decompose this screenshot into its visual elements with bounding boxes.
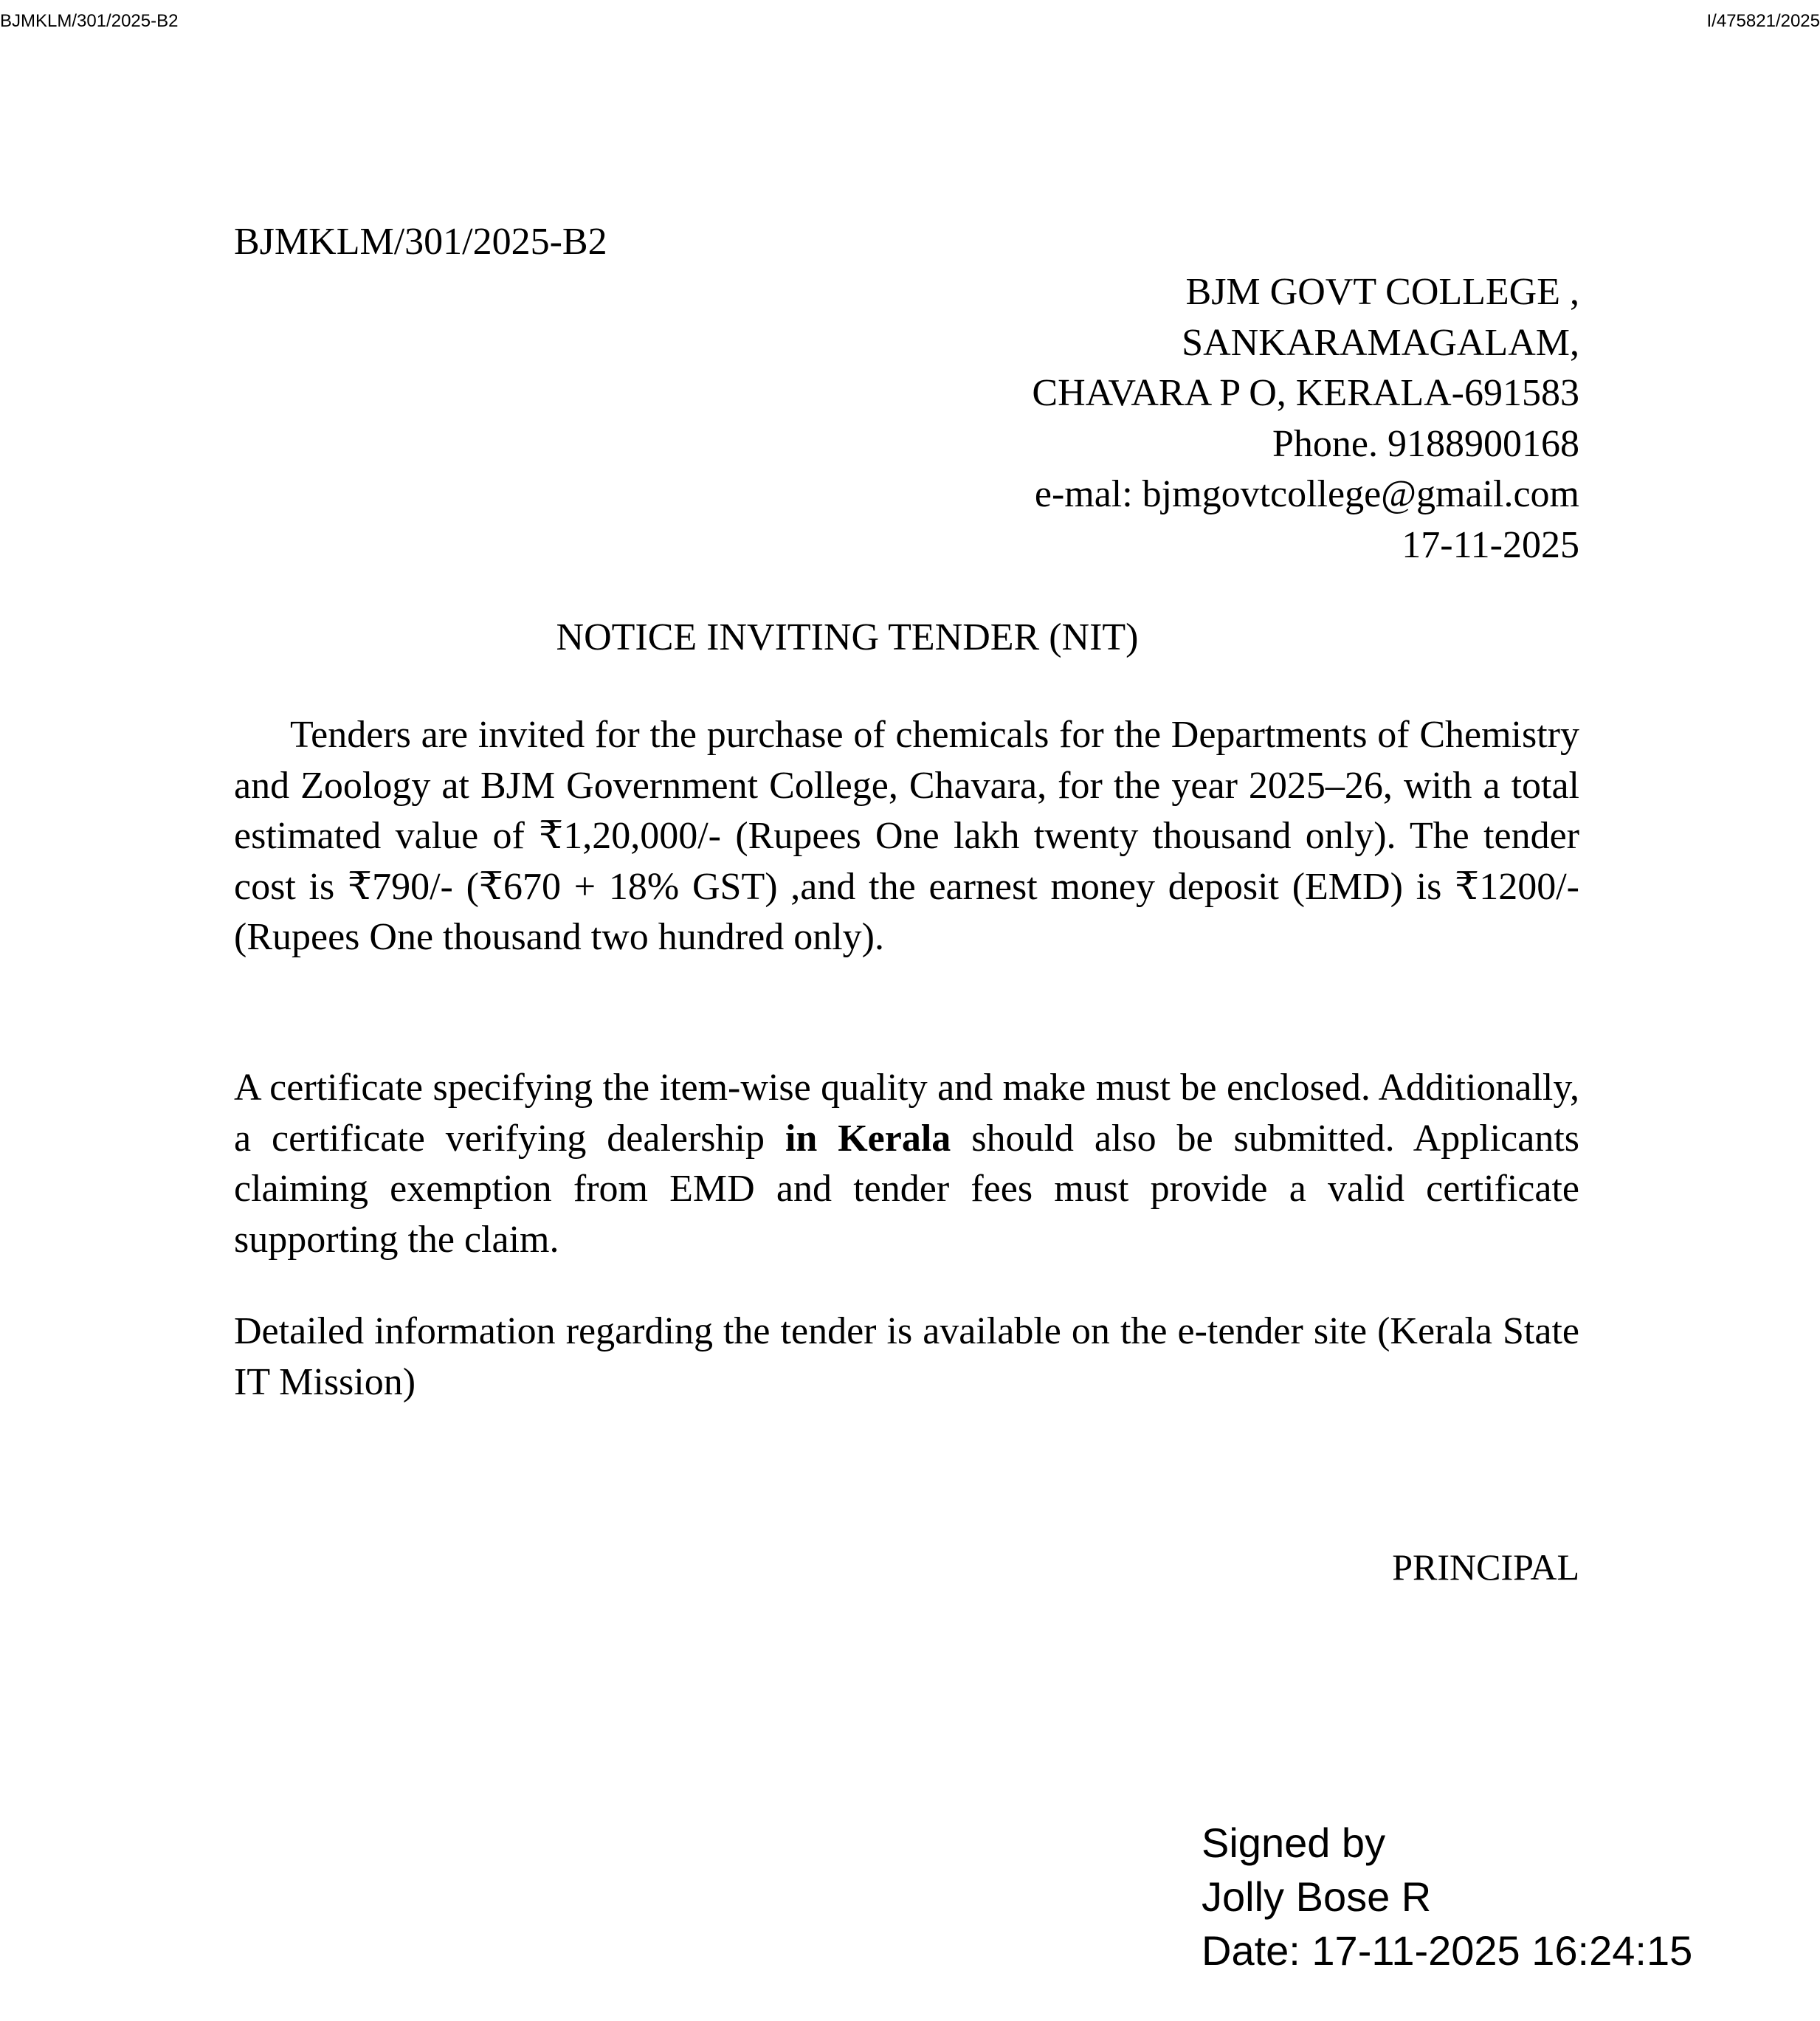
letter-reference-number: BJMKLM/301/2025-B2: [234, 221, 607, 263]
header-inward-number: I/475821/2025: [1706, 11, 1820, 31]
address-email: e-mal: bjmgovtcollege@gmail.com: [1034, 473, 1579, 515]
signature-date: Date: 17-11-2025 16:24:15: [1202, 1927, 1693, 1974]
digital-signature-block: [1202, 1816, 1692, 1977]
tender-details-paragraph: Tenders are invited for the purchase of chemicals for the Departments of Chemistry and Zoology at BJM Government College, Chavara, for the year 2025–26, with a total estimated value of ₹1,20,000/- (Rupees One lakh twenty thousand only). The tender cost is ₹790/- (₹670 + 18% GST) ,and the earnest money deposit (EMD) is ₹1200/- (Rupees One thousand two hundred only).: [234, 714, 1579, 958]
bold-location-text: in Kerala: [785, 1117, 951, 1160]
certificate-requirements-paragraph: [234, 1063, 1579, 1265]
address-line-postal: CHAVARA P O, KERALA-691583: [1032, 372, 1579, 414]
etender-info-paragraph: Detailed information regarding the tender is available on the e-tender site (Kerala State IT Mission): [234, 1310, 1579, 1403]
signatory-designation: PRINCIPAL: [1392, 1546, 1579, 1588]
signature-name: Jolly Bose R: [1202, 1873, 1432, 1920]
certificate-text-end: should also be submitted. Applicants claiming exemption from EMD and tender fees must provide a valid certificate supporting the claim.: [234, 1117, 1580, 1261]
letter-date: 17-11-2025: [1402, 523, 1579, 566]
certificate-text-start: A certificate specifying the item-wise quality and make must be enclosed. Additionally, a certificate verifying dealership: [234, 1067, 1579, 1160]
notice-title: NOTICE INVITING TENDER (NIT): [556, 616, 1139, 658]
signature-signed-by: Signed by: [1202, 1819, 1386, 1866]
sender-address-block: [1032, 267, 1579, 571]
address-phone: Phone. 9188900168: [1272, 422, 1579, 465]
address-line-college: BJM GOVT COLLEGE ,: [1185, 271, 1579, 313]
header-file-number: BJMKLM/301/2025-B2: [0, 11, 179, 31]
address-line-place: SANKARAMAGALAM,: [1182, 321, 1579, 364]
